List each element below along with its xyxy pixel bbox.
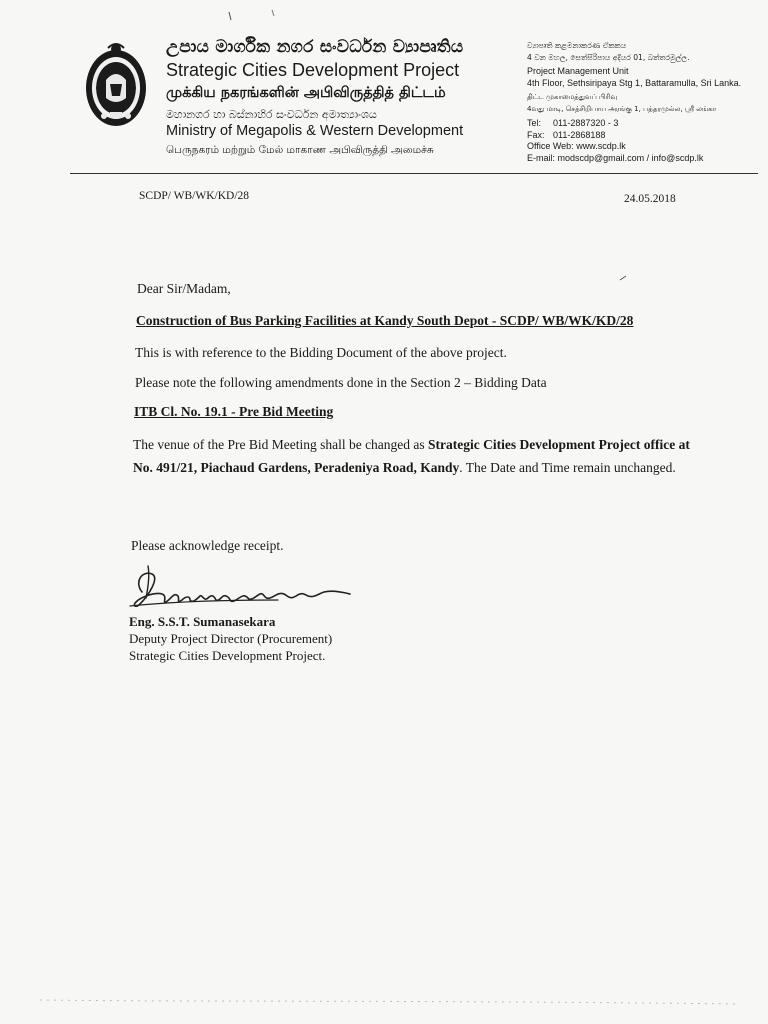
unit-tamil: திட்ட முகாமைத்துவப் பிரிவு — [527, 93, 618, 101]
ministry-tamil: பெருநகரம் மற்றும் மேல் மாகாண அபிவிருத்தி அமைச்சு — [166, 144, 434, 156]
acknowledge-request: Please acknowledge receipt. — [131, 538, 284, 553]
fax-row — [527, 130, 757, 142]
tel-value: 011-2887320 - 3 — [553, 118, 619, 128]
section-heading: ITB Cl. No. 19.1 - Pre Bid Meeting — [134, 404, 334, 419]
email-address: E-mail: modscdp@gmail.com / info@scdp.lk — [527, 152, 704, 163]
project-title-tamil: முக்கிய நகரங்களின் அபிவிருத்தித் திட்டம் — [166, 85, 446, 101]
address-english: 4th Floor, Sethsiripaya Stg 1, Battaramulla, Sri Lanka. — [527, 77, 742, 88]
project-title-english: Strategic Cities Development Project — [166, 60, 460, 80]
address-sinhala: 4 වන මහල, සෙත්සිරිපාය අදියර 01, බත්තරමුල්ල. — [527, 52, 690, 62]
letterhead-contact — [527, 40, 757, 164]
venue-outro: . The Date and Time remain unchanged. — [459, 460, 676, 475]
ministry-sinhala: මහානගර හා බස්නාහිර සංවර්ධන අමාත්‍යාංශය — [166, 108, 377, 121]
unit-english: Project Management Unit — [527, 66, 629, 76]
signatory-name: Eng. S.S.T. Sumanasekara — [129, 614, 276, 629]
fax-value: 011-2868188 — [553, 129, 606, 140]
office-web: Office Web: www.scdp.lk — [527, 141, 626, 151]
address-tamil: 4வது மாடி, செத்சிறிபாய அரங்கு 1, பத்தரமுல்ல, ஸ்ரீ லங்கா — [527, 104, 717, 113]
salutation: Dear Sir/Madam, — [137, 281, 231, 296]
venue-intro: The venue of the Pre Bid Meeting shall be changed as — [133, 437, 429, 452]
tel-label: Tel: — [527, 118, 542, 128]
telephone-row — [527, 118, 757, 130]
paragraph-venue — [133, 433, 693, 479]
sri-lanka-state-emblem-icon — [82, 40, 150, 130]
letter-date: 24.05.2018 — [624, 193, 676, 205]
letterhead-titles — [166, 36, 526, 158]
fax-label: Fax: — [527, 129, 545, 140]
signatory-title: Deputy Project Director (Procurement) — [129, 631, 333, 646]
ministry-english: Ministry of Megapolis & Western Development — [166, 123, 464, 139]
reference-number: SCDP/ WB/WK/KD/28 — [139, 190, 250, 202]
unit-sinhala: ව්‍යාපෘති කළමනාකරණ ඒකකය — [527, 41, 627, 50]
letterhead-divider — [70, 173, 758, 174]
signatory-organization: Strategic Cities Development Project. — [129, 648, 326, 663]
venue-location: Strategic Cities Development Project office at No. 491/21, Piachaud Gardens, Peradeniya Road, Kandy — [133, 437, 690, 475]
project-title-sinhala: උපාය මාර්ගික නගර සංවර්ධන ව්‍යාපෘතිය — [166, 37, 464, 57]
letter-subject: Construction of Bus Parking Facilities at Kandy South Depot - SCDP/ WB/WK/KD/28 — [136, 313, 634, 328]
paragraph-amendments: Please note the following amendments done in the Section 2 – Bidding Data — [135, 375, 547, 390]
handwritten-signature — [128, 562, 358, 618]
paragraph-reference: This is with reference to the Bidding Document of the above project. — [135, 345, 507, 360]
